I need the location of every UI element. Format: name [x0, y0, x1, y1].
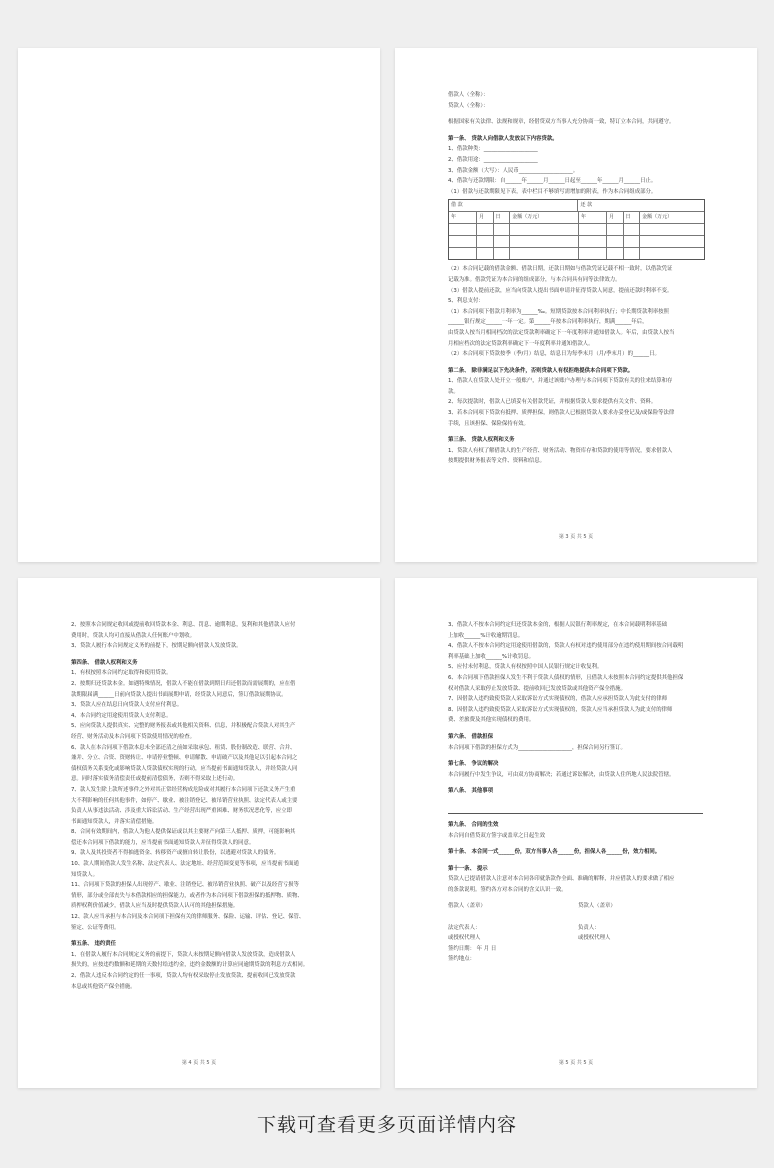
signature-column-lender	[578, 901, 708, 965]
text-line: 12、款人应当承担与本合同及本合同项下担保有关的律师服务、保险、运输、评估、登记、保管、	[71, 914, 305, 921]
section-heading: 第四条、 借款人权利和义务	[71, 659, 138, 666]
table-cell: 日	[624, 212, 641, 223]
table-row	[449, 236, 704, 248]
text-line: 负责人从事违法活动、涉及重大诉讼活动、生产经营出现严重困难、财务状况恶化等，应立即	[71, 808, 293, 815]
section-heading: 第十条、 本合同一式______份，双方当事人各______份，担保人各______份，效力相同。	[448, 849, 661, 856]
text-line: 2、借款用途：____________________	[448, 156, 538, 163]
text-line: 借款人（全称）：	[448, 92, 489, 98]
text-line: 3、贷款人应在结息日向贷款人支付应付利息。	[71, 702, 183, 709]
text-line: 根据国家有关法律、法规和规章，经借贷双方当事人充分协商一致，特订立本合同，共同遵守。	[448, 119, 675, 126]
text-line: 上加收______%计收逾期罚息。	[448, 632, 524, 639]
table-header-row	[449, 200, 704, 212]
text-line: 6、本合同项下借款担保人发生不利于贷款人债权的情形，且借款人未按照本合同约定提供其他担保	[448, 674, 684, 681]
signature-line: 签约日期： 年 月 日	[448, 945, 497, 952]
text-line: 情形，部分或全部丧失与本借款相应的担保能力，或者作为本合同项下借款担保的抵押物、质物、	[71, 892, 303, 899]
text-line: （1）本合同项下借款月利率为______‰。短期贷款按本合同利率执行；中长期贷款利率按照	[448, 308, 669, 315]
text-line: 书面通知贷款人，并落实清偿措施。	[71, 818, 158, 825]
signature-line	[448, 912, 578, 923]
text-line: 2、按照本合同规定收回或提前收回贷款本金、利息、罚息、逾期利息，复利和其他借款人应付	[71, 622, 296, 628]
signature-line: 或授权代理人	[448, 935, 481, 942]
text-line: 费用时，贷款人均可直接从借款人任何账户中划收。	[71, 632, 195, 639]
text-line: 损失的，应按违约数额和延期的天数付给违约金，违约金数额的计算应同逾期贷款的利息方式相同。	[71, 962, 309, 969]
text-line: 质押权利价值减少，借款人应当及时提供贷款人认可的其他担保措施。	[71, 903, 239, 910]
table-cell: 金额（万元）	[510, 212, 579, 223]
text-line: 意。同时落实债务清偿责任或提前清偿债务，否则不得采取上述行动。	[71, 776, 239, 783]
page-footer: 第 3 页 共 5 页	[558, 534, 594, 540]
text-line: 5、利息支付：	[448, 298, 484, 305]
signature-block	[448, 901, 727, 965]
signature-column-borrower	[448, 901, 578, 965]
text-line: 本合同自借贷双方签字或盖章之日起生效	[448, 832, 546, 839]
text-line: 手续，且该担保、保险保持有效。	[448, 420, 529, 427]
text-line: 4、本合同约定用途使用贷款人支付利息。	[71, 712, 172, 719]
text-line: （2）本合同记载的借款金额、借款日期，还款日期如与借款凭证记载不相一致时，以借款凭证	[448, 266, 673, 273]
text-line: 4、借款人不按本合同约定用途使用借款的，贷款人有权对违约使用部分在违约使用期间按合同载明	[448, 643, 684, 650]
text-line: 2、借款人违反本合同约定的任一事项，贷款人均有权采取停止发放贷款、提前收回已发放贷款	[71, 973, 296, 979]
document-page-4	[395, 578, 757, 1088]
signature-line: 负责人：	[578, 924, 600, 931]
loan-schedule-table	[448, 199, 705, 260]
text-line: （3）借款人提前还款，应当向贷款人提出书面申请并征得贷款人同意，提前还款时利率不变。	[448, 287, 673, 294]
section-heading: 第六条、 借款担保	[448, 733, 494, 740]
text-line: ______银行规定______一年一定。第______年按本合同利率执行，期满______年后，	[448, 319, 648, 326]
table-row	[449, 248, 704, 259]
text-line: 贷款人已提请借款人注意对本合同各印就条款作全面、准确的解释，并应借款人的要求做了相应	[448, 876, 675, 883]
text-line: 9、款人及其投资者不得抽逃资金、转移资产或擅自转让股份，以逃避对贷款人的债务。	[71, 850, 280, 857]
section-heading: 第一条、 贷款人向借款人发放以下内容贷款。	[448, 135, 558, 142]
signature-line: 签约地点：	[448, 956, 475, 963]
text-line: 权对借款人采取停止发放贷款、提前收回已发放贷款或其他资产保全措施。	[448, 685, 626, 692]
text-line: 1、借款人在贷款人处开立一般账户，并通过该账户办理与本合同项下贷款有关的往来结算和存	[448, 378, 673, 385]
signature-line: 贷款人（盖章）	[578, 903, 616, 910]
text-line: 偿还本合同项下借款的能力，应当提前书面通知贷款人并征得贷款人的同意。	[71, 839, 255, 846]
text-line: 1、在借款人履行本合同规定义务的前提下，贷款人未按期足额向借款人发放贷款，造成借款人	[71, 951, 296, 958]
text-line: 7、因借款人违约致使贷款人采取诉讼方式实现债权的，借款人应承担贷款人为此支付的律师	[448, 696, 668, 703]
page-footer: 第 4 页 共 5 页	[181, 1060, 217, 1066]
table-subheader-row	[449, 212, 704, 224]
table-cell: 日	[494, 212, 511, 223]
text-line: 1、借款种类：____________________	[448, 146, 538, 153]
text-line: 款期限届满______日前向贷款人提出书面展期申请，经贷款人同意后，签订借款展期协议。	[71, 691, 287, 698]
text-line: 3、贷款人履行本合同规定义务的前提下，按期足额向借款人发放贷款。	[71, 643, 242, 650]
section-heading: 第七条、 争议的解决	[448, 761, 499, 768]
text-line: 由贷款人按当月相同档次的法定贷款利率确定下一年度利率并通知借款人。年后，由贷款人按当	[448, 329, 675, 336]
download-caption: 下载可查看更多页面详情内容	[256, 1114, 517, 1136]
section-heading: 第五条、 违约责任	[71, 941, 117, 948]
signature-line: 或授权代理人	[578, 935, 611, 942]
document-page-1	[18, 48, 380, 562]
text-line: 2、按期归还贷款本金。如遇特殊情况，借款人不能在借款到期日归还借款而需展期的，应在借	[71, 680, 296, 687]
text-line: 3、若本合同项下贷款有抵押、质押担保，则借款人已根据贷款人要求办妥登记及/或保险等法律	[448, 410, 675, 417]
signature-line: 借款人（盖章）	[448, 903, 486, 910]
text-line: 兼并、分立、合资、资财转让、申请停业整顿、申请解散、申请破产以及其他足以引起本合同之	[71, 755, 298, 762]
text-line: 款。	[448, 388, 459, 395]
section-heading: 第八条、 其他事项	[448, 788, 494, 795]
table-cell: 月	[607, 212, 624, 223]
table-row	[449, 224, 704, 236]
text-line: 10、款人期间借款人发生名称、法定代表人、法定地址、经营范围变更等事项，应当提前书面通	[71, 861, 299, 868]
text-line: 利率基础上加收______%计收罚息。	[448, 653, 534, 660]
text-line: 月相应档次的法定贷款利率确定下一年度利率并通知借款人。	[448, 340, 594, 347]
text-line: 8、合同有效期间内，借款人为他人提供保证或以其主要财产向第三人抵押、质押，可能影响其	[71, 829, 296, 836]
signature-line	[578, 954, 708, 965]
text-line: 1、有权按照本合同约定取得和使用贷款。	[71, 670, 172, 677]
text-line: 知贷款人。	[71, 871, 98, 878]
text-line: （1）借款与还款期限见下表，表中栏目不够填写需增加的附表，作为本合同组成部分。	[448, 188, 657, 195]
text-line: 本息或其他资产保全措施。	[71, 983, 136, 990]
section-heading: 第二条、 除非满足以下先决条件，否则贷款人有权拒绝提供本合同项下贷款。	[448, 367, 634, 374]
text-line: 5、应向贷款人提供真实、完整的财务报表或其他相关资料、信息，并积极配合贷款人对其生产	[71, 723, 296, 730]
text-line: 5、应付未付利息，贷款人有权按照中国人民银行规定计收复利。	[448, 664, 603, 671]
table-cell: 年	[449, 212, 477, 223]
text-line: 4、借款与还款期限：自______年______月______日起至______年______月______日止。	[448, 178, 657, 185]
page-footer: 第 5 页 共 5 页	[558, 1060, 594, 1066]
text-line: 7、款人发生除上款所述事件之外对其正常经营构成危险或对其履行本合同项下还款义务产生重	[71, 786, 296, 793]
section-heading: 第三条、 贷款人权利和义务	[448, 437, 515, 444]
text-line: （2）本合同项下贷款按季（季/月）结息，结息日为每季末月（月/季末月）的______日。	[448, 351, 660, 358]
signature-line	[578, 944, 708, 955]
section-heading: 第十一条、 提示	[448, 865, 488, 872]
table-header-cell: 借 款	[449, 200, 578, 211]
table-cell: 金额（万元）	[642, 214, 673, 221]
text-line: 记载为准。借款凭证为本合同的组成部分，与本合同具有同等法律效力。	[448, 276, 621, 283]
table-cell: 月	[477, 212, 494, 223]
text-line: 费、差旅费及其他实现债权的费用。	[448, 717, 535, 724]
table-header-cell: 还 款	[580, 202, 593, 209]
signature-line	[578, 912, 708, 923]
page-content	[71, 620, 350, 992]
text-line: 3、借款金额（大写）：人民币____________________。	[448, 167, 579, 174]
text-line: 的条款说明。签约各方对本合同的含义认识一致。	[448, 886, 567, 893]
table-cell: 年	[579, 212, 607, 223]
text-line: 11、合同项下贷款的担保人出现停产、歇业、注销登记、被吊销营业执照、破产以及经营亏损等	[71, 882, 299, 889]
signature-line: 法定代表人：	[448, 924, 481, 931]
text-line: 大不利影响的任何其他事件，如停产、歇业、被注销登记、被吊销营业执照、法定代表人或主要	[71, 797, 298, 804]
document-page-2	[395, 48, 757, 562]
text-line: 6、款人在本合同项下借款本息未全部还清之前如采取承包、租赁、股份制改造、联营、合并、	[71, 744, 296, 751]
text-line: 8、因借款人违约致使贷款人采取诉讼方式实现债权的，贷款人应当承担贷款人为此支付的律师	[448, 706, 673, 713]
text-line: 经营、财务活动及本合同项下贷款使用情况的检查。	[71, 733, 195, 740]
text-line: 贷款人（全称）：	[448, 102, 489, 109]
text-line: 本合同项下借款的担保方式为____________________，担保合同另行签订。	[448, 744, 626, 751]
text-line: 3、借款人不按本合同约定归还贷款本金的，根据人民银行利率规定，在本合同载明利率基础	[448, 622, 668, 628]
text-line: 按期提供财务报表等文件、资料和信息。	[448, 458, 546, 465]
document-page-3	[18, 578, 380, 1088]
text-line: 债权债务关系变化或影响贷款人贷款债权实现的行动，应当提前书面通知贷款人，并经贷款人同	[71, 765, 298, 772]
text-line: 1、贷款人有权了解借款人的生产经营、财务活动、物资库存和贷款的使用等情况，要求借款人	[448, 447, 673, 454]
text-line: 鉴定、公证等费用。	[71, 924, 120, 931]
page-content	[448, 620, 727, 965]
text-line: 本合同履行中发生争议，可由双方协商解决；若通过诉讼解决，由贷款人住所地人民法院管辖。	[448, 771, 675, 778]
blank-line	[448, 805, 703, 814]
page-content	[448, 90, 727, 467]
section-heading: 第九条、 合同的生效	[448, 821, 499, 828]
text-line: 2、每次提款时，借款人已填妥有关借款凭证，并根据贷款人要求提供有关文件、资料。	[448, 399, 657, 406]
